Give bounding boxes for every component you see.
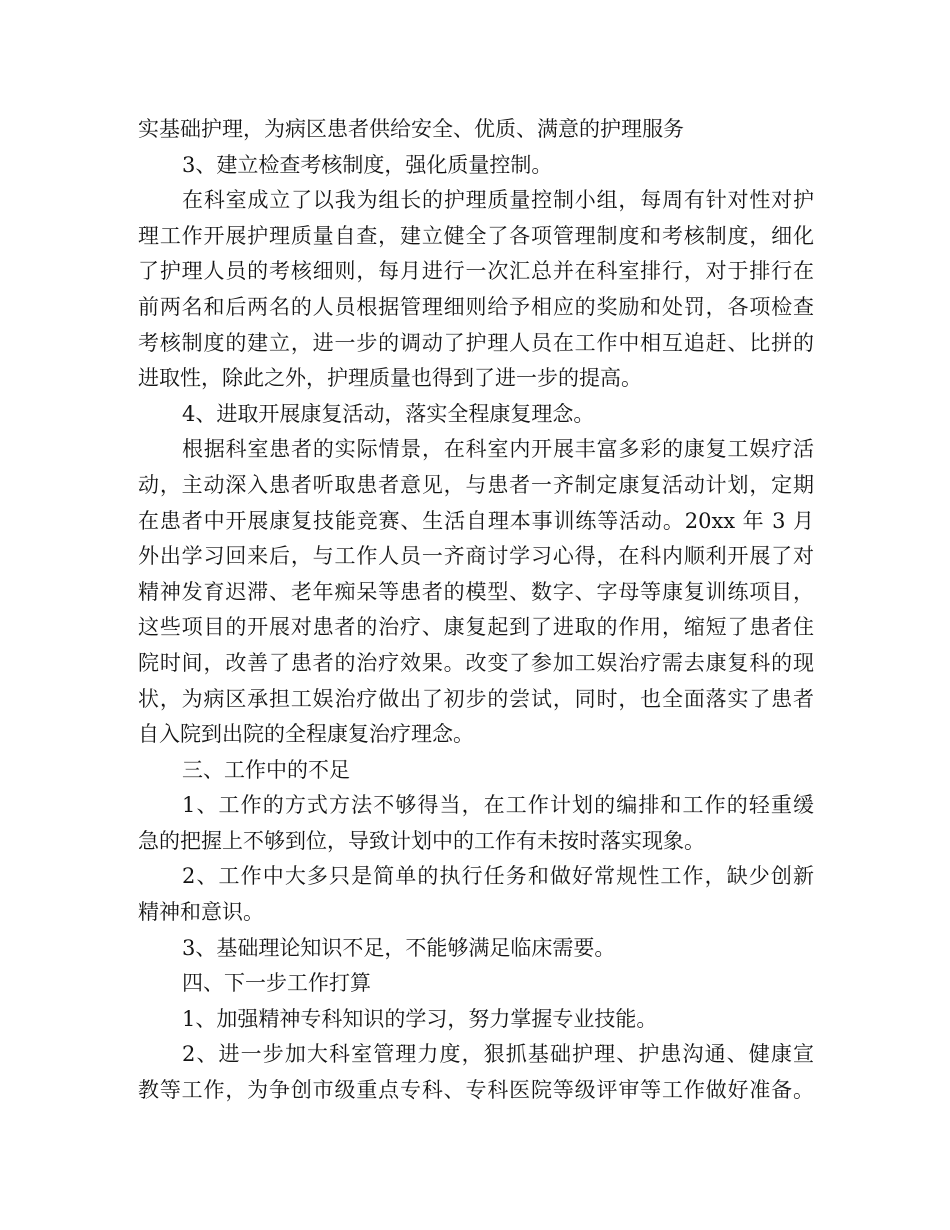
text-line: 了护理人员的考核细则，每月进行一次汇总并在科室排行，对于排行在 — [138, 259, 814, 284]
text-line: 4、进取开展康复活动，落实全程康复理念。 — [182, 401, 595, 426]
text-line: 3、建立检查考核制度，强化质量控制。 — [182, 152, 553, 177]
text-line: 2、进一步加大科室管理力度，狠抓基础护理、护患沟通、健康宣 — [182, 1042, 814, 1067]
text-line: 前两名和后两名的人员根据管理细则给予相应的奖励和处罚，各项检查 — [138, 294, 814, 319]
text-line: 动，主动深入患者听取患者意见，与患者一齐制定康复活动计划，定期 — [138, 472, 814, 497]
text-line: 自入院到出院的全程康复治疗理念。 — [138, 722, 474, 747]
text-line: 在患者中开展康复技能竞赛、生活自理本事训练等活动。20xx 年 3 月 — [138, 508, 814, 533]
text-line: 理工作开展护理质量自查，建立健全了各项管理制度和考核制度，细化 — [138, 223, 814, 248]
text-line: 这些项目的开展对患者的治疗、康复起到了进取的作用，缩短了患者住 — [138, 615, 814, 640]
text-line: 考核制度的建立，进一步的调动了护理人员在工作中相互追赶、比拼的 — [138, 330, 814, 355]
text-line: 进取性，除此之外，护理质量也得到了进一步的提高。 — [138, 366, 642, 391]
text-line: 精神发育迟滞、老年痴呆等患者的模型、数字、字母等康复训练项目， — [138, 579, 814, 604]
text-line: 急的把握上不够到位，导致计划中的工作有未按时落实现象。 — [138, 828, 705, 853]
text-line: 1、加强精神专科知识的学习，努力掌握专业技能。 — [182, 1006, 658, 1031]
text-line: 1、工作的方式方法不够得当，在工作计划的编排和工作的轻重缓 — [182, 793, 814, 818]
text-line: 院时间，改善了患者的治疗效果。改变了参加工娱治疗需去康复科的现 — [138, 650, 814, 675]
text-line: 外出学习回来后，与工作人员一齐商讨学习心得，在科内顺利开展了对 — [138, 544, 814, 569]
text-line: 在科室成立了以我为组长的护理质量控制小组，每周有针对性对护 — [182, 188, 814, 213]
text-line: 2、工作中大多只是简单的执行任务和做好常规性工作，缺少创新 — [182, 864, 814, 889]
section-heading: 三、工作中的不足 — [182, 757, 350, 782]
section-heading: 四、下一步工作打算 — [182, 971, 371, 996]
document-body — [138, 112, 814, 1109]
text-line: 精神和意识。 — [138, 900, 264, 925]
text-line: 教等工作，为争创市级重点专科、专科医院等级评审等工作做好准备。 — [138, 1078, 814, 1103]
text-line: 状，为病区承担工娱治疗做出了初步的尝试，同时，也全面落实了患者 — [138, 686, 814, 711]
text-line: 实基础护理，为病区患者供给安全、优质、满意的护理服务 — [138, 117, 684, 141]
text-line: 3、基础理论知识不足，不能够满足临床需要。 — [182, 935, 616, 960]
text-line: 根据科室患者的实际情景，在科室内开展丰富多彩的康复工娱疗活 — [182, 437, 814, 462]
